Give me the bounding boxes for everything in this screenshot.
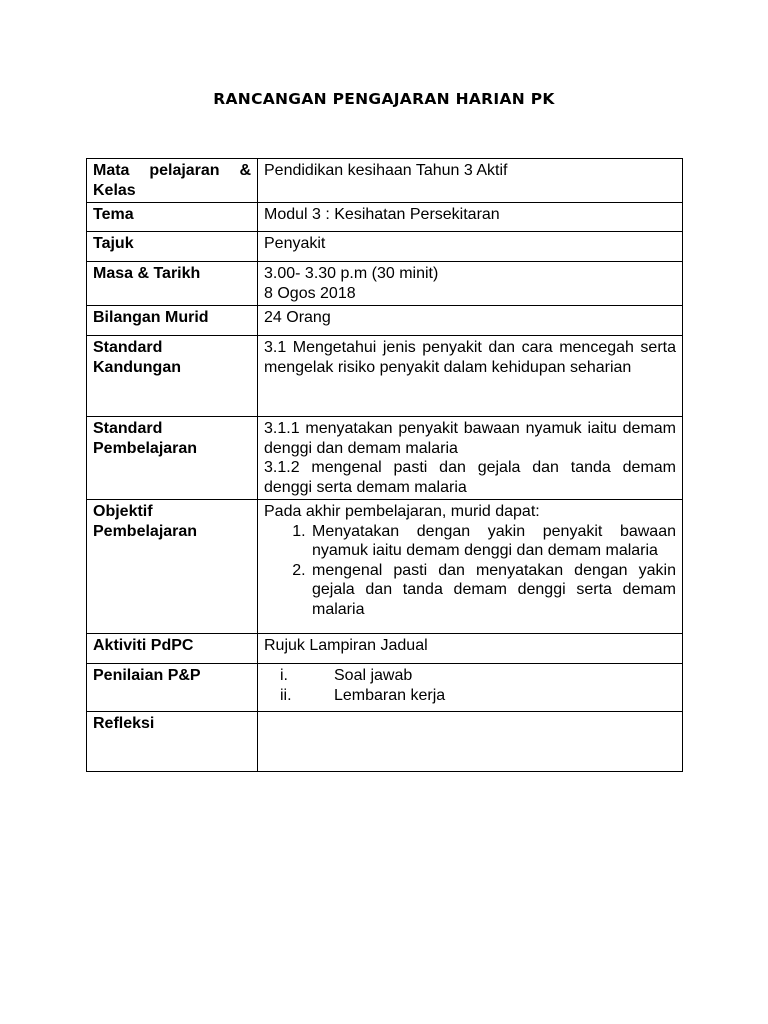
objective-item: 1. Menyatakan dengan yakin penyakit bawaan nyamuk iaitu demam denggi dan demam malaria <box>310 522 676 561</box>
value-standard-kandungan: 3.1 Mengetahui jenis penyakit dan cara mencegah serta mengelak risiko penyakit dalam kehidupan seharian <box>258 336 683 417</box>
row-aktiviti <box>87 634 683 664</box>
row-tajuk <box>87 232 683 262</box>
row-masa-tarikh <box>87 262 683 306</box>
row-bilangan-murid <box>87 306 683 336</box>
value-tajuk: Penyakit <box>258 232 683 262</box>
label-objektif: Objektif Pembelajaran <box>87 500 258 634</box>
label-penilaian: Penilaian P&P <box>87 664 258 712</box>
value-bilangan-murid: 24 Orang <box>258 306 683 336</box>
label-tajuk: Tajuk <box>87 232 258 262</box>
objective-list <box>264 522 676 620</box>
label-standard-kandungan: Standard Kandungan <box>87 336 258 417</box>
value-objektif <box>258 500 683 634</box>
label-bilangan-murid: Bilangan Murid <box>87 306 258 336</box>
value-standard-pembelajaran <box>258 417 683 500</box>
assessment-item: i. Soal jawab <box>280 667 413 684</box>
label-aktiviti: Aktiviti PdPC <box>87 634 258 664</box>
row-tema <box>87 203 683 232</box>
lesson-time: 3.00- 3.30 p.m (30 minit) <box>264 265 439 282</box>
row-penilaian <box>87 664 683 712</box>
row-standard-pembelajaran <box>87 417 683 500</box>
row-mata-pelajaran <box>87 159 683 203</box>
value-penilaian <box>258 664 683 712</box>
objective-item: 2. mengenal pasti dan menyatakan dengan yakin gejala dan tanda demam denggi serta demam malaria <box>310 561 676 620</box>
value-aktiviti: Rujuk Lampiran Jadual <box>258 634 683 664</box>
label-tema: Tema <box>87 203 258 232</box>
value-masa-tarikh <box>258 262 683 306</box>
label-mata-pelajaran: Mata pelajaran & Kelas <box>87 159 258 203</box>
assessment-item: ii. Lembaran kerja <box>280 686 446 704</box>
document-title: RANCANGAN PENGAJARAN HARIAN PK <box>213 90 555 108</box>
standard-item: 3.1.1 menyatakan penyakit bawaan nyamuk iaitu demam denggi dan demam malaria <box>264 420 676 457</box>
value-refleksi[interactable] <box>258 712 683 772</box>
lesson-date: 8 Ogos 2018 <box>264 284 356 302</box>
row-refleksi <box>87 712 683 772</box>
label-masa-tarikh: Masa & Tarikh <box>87 262 258 306</box>
row-standard-kandungan <box>87 336 683 417</box>
label-standard-pembelajaran: Standard Pembelajaran <box>87 417 258 500</box>
objektif-intro: Pada akhir pembelajaran, murid dapat: <box>264 503 540 520</box>
lesson-plan-table <box>86 158 683 772</box>
value-tema: Modul 3 : Kesihatan Persekitaran <box>258 203 683 232</box>
label-refleksi: Refleksi <box>87 712 258 772</box>
standard-item: 3.1.2 mengenal pasti dan gejala dan tanda demam denggi serta demam malaria <box>264 459 676 496</box>
row-objektif <box>87 500 683 634</box>
value-mata-pelajaran: Pendidikan kesihaan Tahun 3 Aktif <box>258 159 683 203</box>
